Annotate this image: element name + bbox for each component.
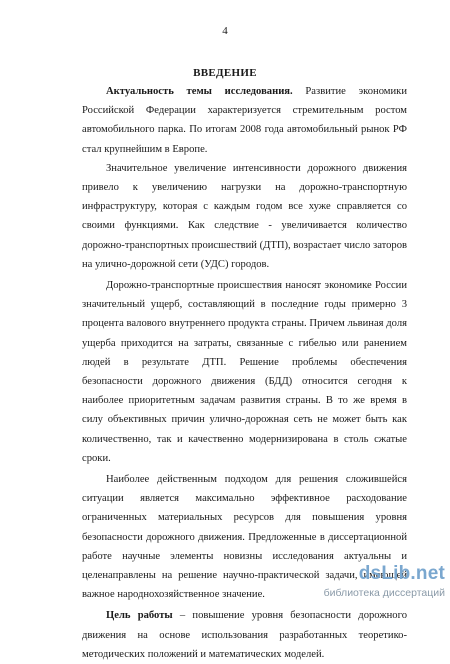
paragraph-goal [82,606,407,664]
goal-label: Цель работы [106,610,173,622]
goal-text: – повышение уровня безопасности дорожного движения на основе использования разработанных теоретико-методических положений и математических моделей. [82,610,407,660]
paragraph-economic-damage: Дорожно-транспортные происшествия наносят экономике России значительный ущерб, составляющий в последние годы примерно 3 процента валового внутреннего продукта страны. Причем львиная доля ущерба приходится на затраты, связанные с гибелью или ранением людей в результате ДТП. Решение проблемы обеспечения безопасности дорожного движения (БДД) относится сегодня к наиболее приоритетным задачам развития страны. В то же время в силу объективных причин улично-дорожная сеть не может быть как количественно, так и качественно модернизирована в столь сжатые сроки. [82,280,407,464]
watermark [320,563,445,605]
watermark-logo: dsLib.net [358,563,445,584]
watermark-subtitle: библиотека диссертаций [323,587,445,599]
page-number: 4 [222,25,228,37]
paragraph-traffic-growth: Значительное увеличение интенсивности дорожного движения привело к увеличению нагрузки на дорожно-транспортную инфраструктуру, которая с каждым годом все хуже справляется со своими функциями. Как следствие - увеличивается количество дорожно-транспортных происшествий (ДТП), возрастает число заторов на улично-дорожной сети (УДС) городов. [82,162,407,270]
relevance-label: Актуальность темы исследования. [106,86,293,97]
relevance-text: Развитие экономики Российской Федерации характеризуется стремительным ростом автомобильного парка. По итогам 2008 года автомобильный рынок РФ стал крупнейшим в Европе. [82,86,407,155]
paragraph-approach: Наиболее действенным подходом для решения сложившейся ситуации является максимально эффективное расходование ограниченных материальных ресурсов для повышения уровня безопасности дорожного движения. Предложенные в диссертационной работе научные элементы новизны исследования актуальны и целенаправлены на решение научно-практической задачи, имеющей важное народнохозяйственное значение. [82,474,407,601]
paragraph-relevance [82,82,407,159]
section-heading: ВВЕДЕНИЕ [193,67,257,79]
